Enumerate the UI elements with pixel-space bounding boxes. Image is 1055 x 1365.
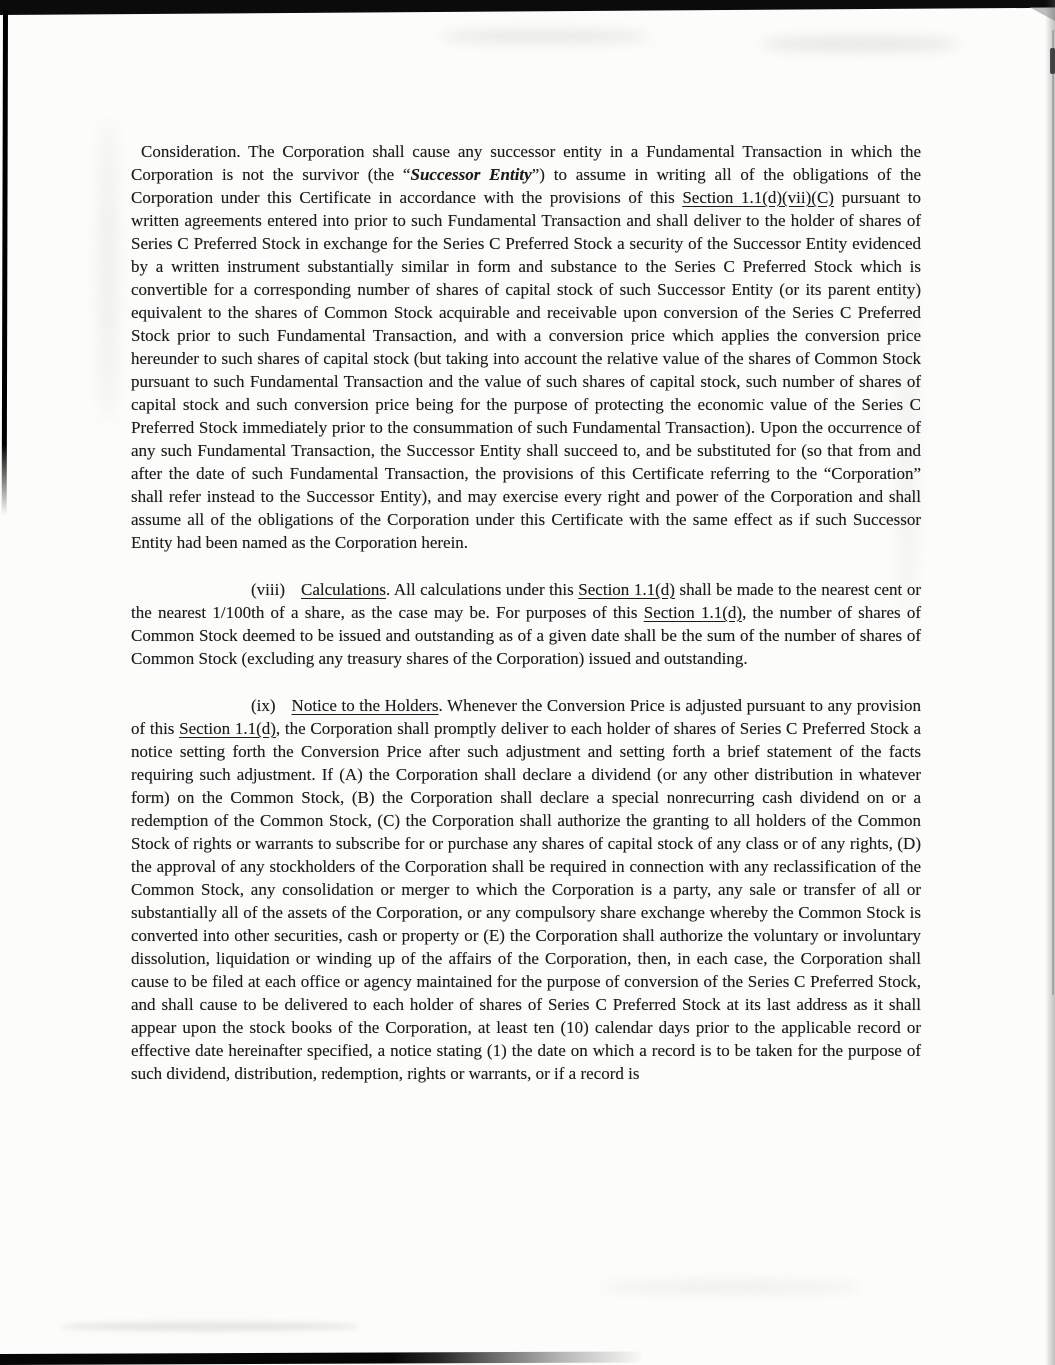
paragraph-calculations (131, 578, 921, 670)
text-run: (viii) (251, 580, 285, 599)
underlined-reference: Calculations (301, 580, 386, 599)
scan-smudge (600, 1282, 860, 1292)
text-run: shall be made to the nearest cent or the nearest 1/100th of a share, as the case may be. For purposes of this (131, 580, 921, 622)
underlined-reference: Notice to the Holders (291, 696, 439, 715)
scan-top-edge-bar (0, 0, 1055, 15)
scan-bottom-edge-bar (0, 1351, 700, 1365)
scan-right-edge-line (1052, 30, 1054, 995)
scan-smudge (760, 36, 960, 52)
text-run: pursuant to written agreements entered into prior to such Fundamental Transaction and shall deliver to the holder of shares of Series C Preferred Stock in exchange for the Series C Preferred Stock a security of the Successor Entity evidenced by a written instrument substantially similar in form and substance to the Series C Preferred Stock which is convertible for a corresponding number of shares of capital stock of such Successor Entity (or its parent entity) equivalent to the shares of Common Stock acquirable and receivable upon conversion of the Series C Preferred Stock prior to such Fundamental Transaction, and with a conversion price which applies the conversion price hereunder to such shares of capital stock (but taking into account the relative value of the shares of Common Stock pursuant to such Fundamental Transaction and the value of such shares of capital stock, such number of shares of capital stock and such conversion price being for the purpose of protecting the economic value of the Series C Preferred Stock immediately prior to the consummation of such Fundamental Transaction). Upon the occurrence of any such Fundamental Transaction, the Successor Entity shall succeed to, and be substituted for (so that from and after the date of such Fundamental Transaction, the provisions of this Certificate referring to the “Corporation” shall refer instead to the Successor Entity), and may exercise every right and power of the Corporation and shall assume all of the obligations of the Corporation under this Certificate with the same effect as if such Successor Entity had been named as the Corporation herein. (131, 188, 922, 552)
underlined-reference: Section 1.1(d) (179, 719, 276, 738)
text-run: ”) to assume in writing all of the obligations of the Corporation under this Certificate in accordance with the provisions of this (131, 165, 922, 207)
text-run: , the Corporation shall promptly deliver to each holder of shares of Series C Preferred Stock a notice setting forth the Conversion Price after such adjustment and setting forth a brief statement of the facts requiring such adjustment. If (A) the Corporation shall declare a dividend (or any other distribution in whatever form) on the Common Stock, (B) the Corporation shall declare a special nonrecurring cash dividend on or a redemption of the Common Stock, (C) the Corporation shall authorize the granting to all holders of the Common Stock of rights or warrants to subscribe for or purchase any shares of capital stock of any class or of any rights, (D) the approval of any stockholders of the Corporation shall be required in connection with any reclassification of the Common Stock, any consolidation or merger to which the Corporation is a party, any sale or transfer of all or substantially all of the assets of the Corporation, or any compulsory share exchange whereby the Common Stock is converted into other securities, cash or property or (E) the Corporation shall authorize the voluntary or involuntary dissolution, liquidation or winding up of the affairs of the Corporation, then, in each case, the Corporation shall cause to be filed at each office or agency maintained for the purpose of conversion of the Series C Preferred Stock, and shall cause to be delivered to each holder of shares of Series C Preferred Stock at its last address as it shall appear upon the stock books of the Corporation, at least ten (10) calendar days prior to the applicable record or effective date hereinafter specified, a notice stating (1) the date on which a record is to be taken for the purpose of such dividend, distribution, redemption, rights or warrants, or if a record is (131, 719, 921, 1083)
underlined-reference: Section 1.1(d) (643, 603, 743, 622)
scan-smudge (100, 120, 116, 420)
scan-smudge (440, 30, 650, 43)
scan-smudge (60, 1322, 360, 1331)
paragraph-notice-to-the-holders (131, 694, 921, 1085)
text-run: , the number of shares of Common Stock deemed to be issued and outstanding as of a given date shall be the sum of the number of shares of Common Stock (excluding any treasury shares of the Corporation) issued and outstanding. (131, 603, 921, 668)
defined-term: Successor Entity (410, 165, 532, 184)
underlined-reference: Section 1.1(d) (578, 580, 675, 599)
text-run: . All calculations under this (385, 580, 579, 599)
text-run: . Whenever the Conversion Price is adjusted pursuant to any provision of this (131, 696, 921, 738)
underlined-reference: Section 1.1(d)(vii)(C) (682, 188, 834, 207)
document-body (131, 140, 921, 1085)
scan-right-edge-tick (1050, 48, 1055, 74)
text-run: Consideration. The Corporation shall cause any successor entity in a Fundamental Transaction in which the Corporation is not the survivor (the “ (131, 142, 921, 184)
scan-left-edge-line (2, 10, 8, 515)
text-run: (ix) (251, 696, 276, 715)
paragraph-fundamental-transaction-consideration (131, 140, 921, 554)
